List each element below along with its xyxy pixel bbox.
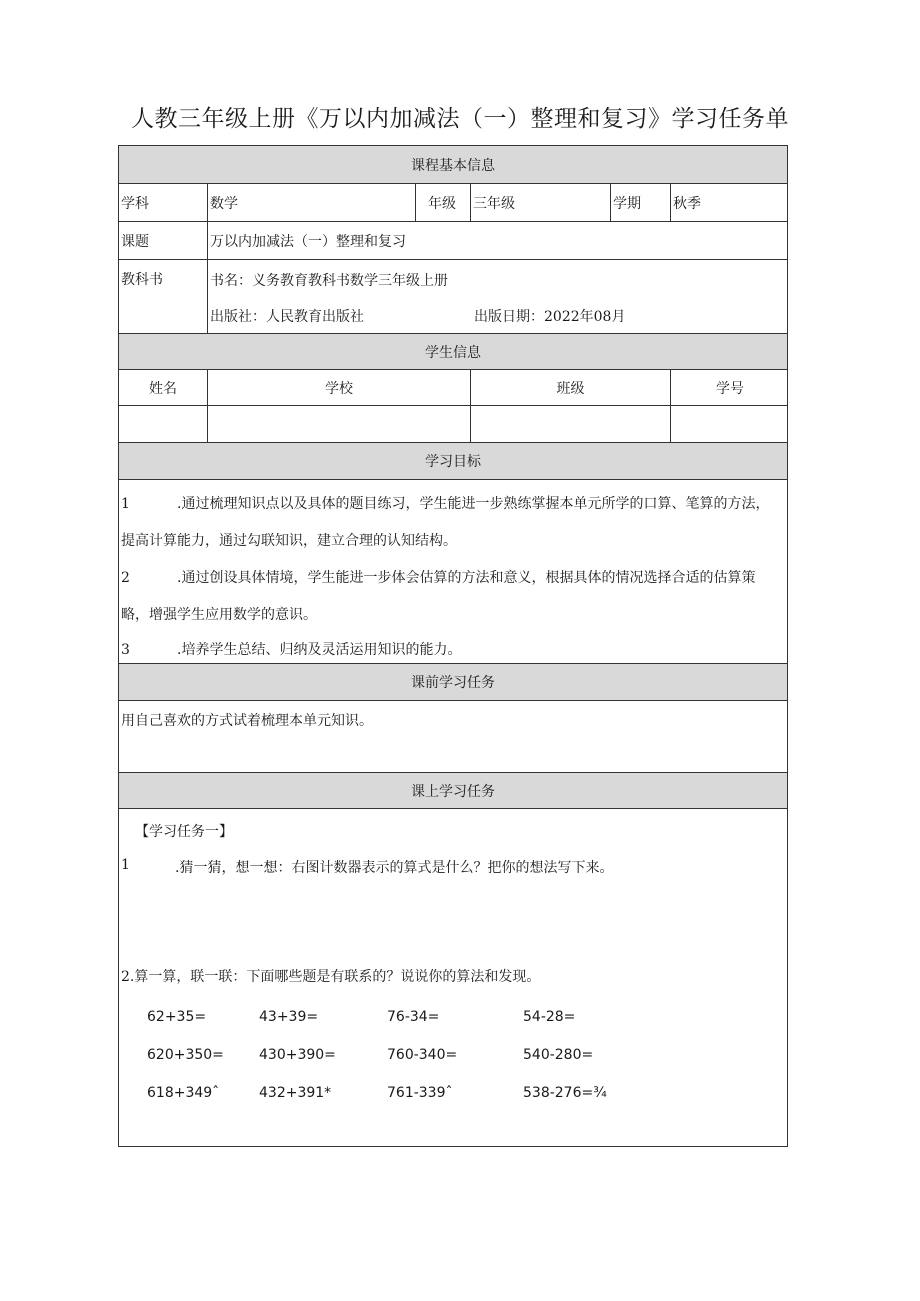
- question-2-text: 2.算一算，联一联：下面哪些题是有联系的？说说你的算法和发现。: [121, 969, 541, 985]
- textbook-row: [119, 260, 787, 334]
- equation: 76-34=: [387, 1009, 440, 1025]
- pre-class-body: [119, 701, 787, 773]
- course-info-row: [119, 184, 787, 222]
- book-name: 书名：义务教育教科书数学三年级上册: [210, 273, 448, 289]
- equation: 54-28=: [523, 1009, 576, 1025]
- school-field[interactable]: [207, 406, 470, 442]
- name-field[interactable]: [119, 406, 207, 442]
- equation: 618+349ˆ: [147, 1085, 220, 1101]
- in-class-header: 课上学习任务: [119, 773, 787, 809]
- grade-value: 三年级: [470, 184, 610, 221]
- equation: 432+391*: [259, 1085, 332, 1101]
- col-name: 姓名: [149, 380, 177, 397]
- task-one-title: 【学习任务一】: [135, 824, 233, 840]
- equation: 43+39=: [259, 1009, 319, 1025]
- subject-label: 学科: [121, 195, 149, 212]
- subject-value: 数学: [207, 184, 415, 221]
- col-student-id: 学号: [670, 370, 789, 405]
- goals-body: [119, 480, 787, 664]
- publisher: 出版社：人民教育出版社: [210, 309, 364, 325]
- pre-class-header: 课前学习任务: [119, 664, 787, 701]
- topic-label: 课题: [121, 233, 149, 250]
- textbook-label: 教科书: [121, 272, 163, 288]
- grade-label: 年级: [415, 184, 470, 221]
- term-label: 学期: [610, 184, 670, 221]
- student-info-header: 学生信息: [119, 334, 787, 370]
- class-field[interactable]: [470, 406, 670, 442]
- textbook-details: [207, 260, 789, 333]
- topic-value: 万以内加减法（一）整理和复习: [207, 222, 789, 259]
- equation: 430+390=: [259, 1047, 336, 1063]
- question-1-text: .猜一猜，想一想：右图计数器表示的算式是什么？把你的想法写下来。: [175, 860, 614, 876]
- equation: 760-340=: [387, 1047, 458, 1063]
- goal-item-3: 3 .培养学生总结、归纳及灵活运用知识的能力。: [121, 642, 462, 658]
- col-school: 学校: [207, 370, 470, 405]
- col-class: 班级: [470, 370, 670, 405]
- pre-class-text: 用自己喜欢的方式试着梳理本单元知识。: [121, 713, 373, 729]
- in-class-body: [119, 809, 787, 1146]
- goal-item-2: 2 .通过创设具体情境，学生能进一步体会估算的方法和意义，根据具体的情况选择合适的估算策略，增强学生应用数学的意识。: [121, 570, 756, 623]
- topic-row: [119, 222, 787, 260]
- course-info-header: 课程基本信息: [119, 146, 787, 184]
- task-sheet-table: [118, 145, 788, 1147]
- equation: 620+350=: [147, 1047, 224, 1063]
- publish-date: 出版日期：2022年08月: [474, 309, 626, 325]
- equation: 761-339ˆ: [387, 1085, 453, 1101]
- student-id-field[interactable]: [670, 406, 789, 442]
- student-info-columns: [119, 370, 787, 406]
- student-info-blank-row: [119, 406, 787, 443]
- equation: 540-280=: [523, 1047, 594, 1063]
- document-title: 人教三年级上册《万以内加减法（一）整理和复习》学习任务单: [131, 106, 789, 132]
- question-1-number: 1: [121, 857, 130, 873]
- equation: 62+35=: [147, 1009, 207, 1025]
- term-value: 秋季: [670, 184, 789, 221]
- equation: 538-276=¾: [523, 1085, 607, 1101]
- goal-item-1: 1 .通过梳理知识点以及具体的题目练习，学生能进一步熟练掌握本单元所学的口算、笔算的方法，提高计算能力，通过勾联知识，建立合理的认知结构。: [121, 496, 770, 549]
- goals-header: 学习目标: [119, 443, 787, 480]
